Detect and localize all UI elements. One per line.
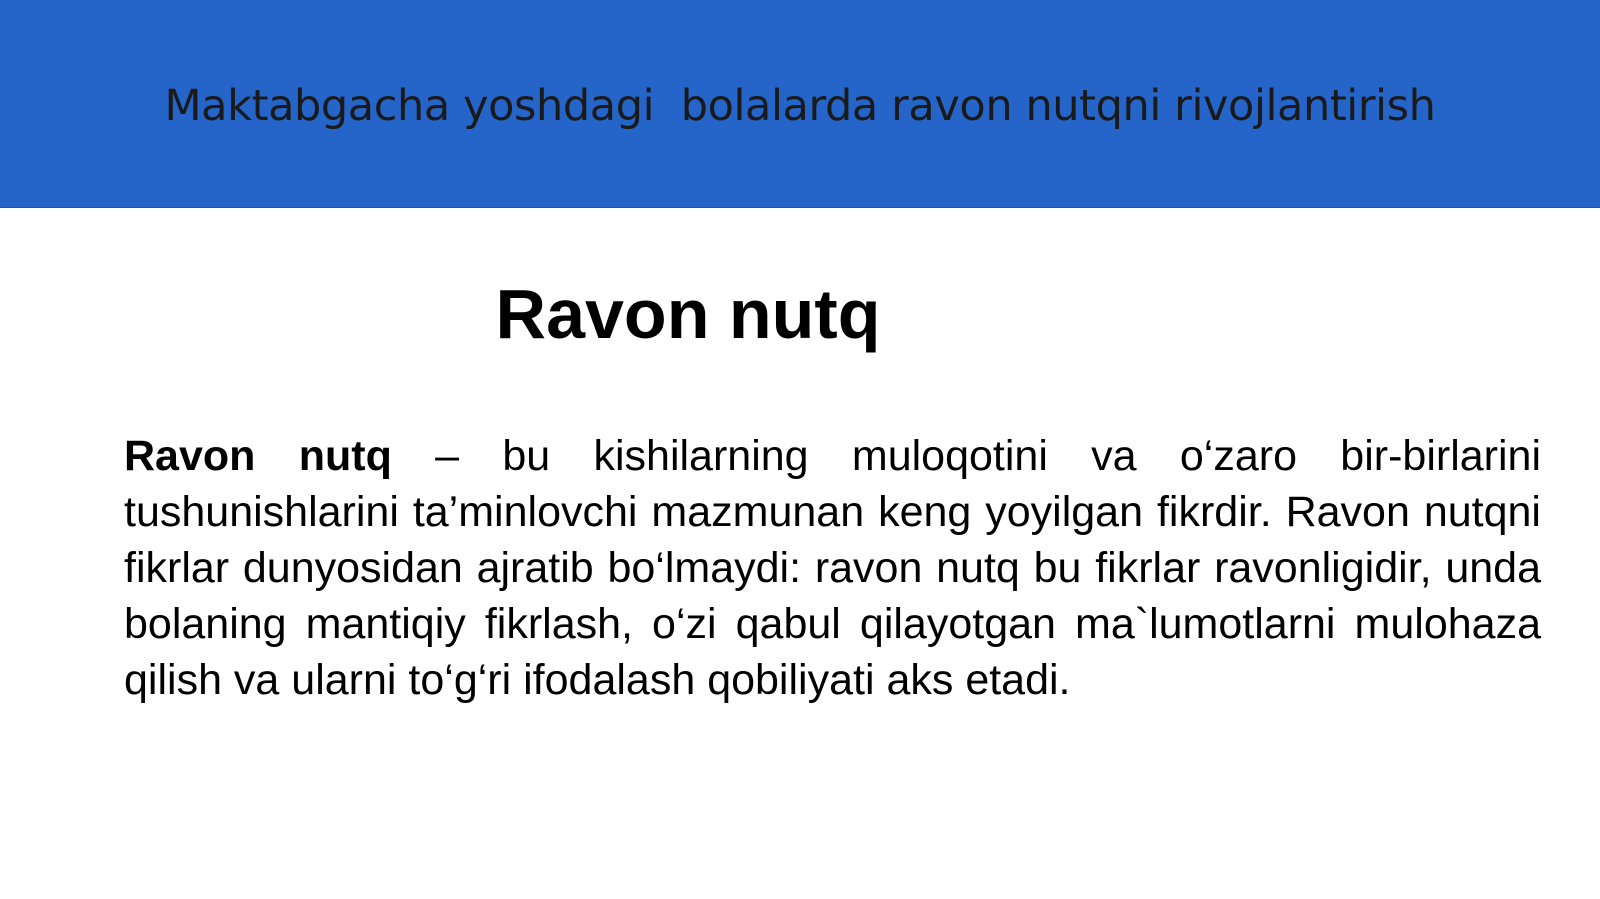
definition-paragraph bbox=[124, 428, 1541, 708]
slide-heading: Ravon nutq bbox=[495, 275, 881, 353]
definition-text: – bu kishilarning muloqotini va o‘zaro bir-birlarini tushunishlarini ta’minlovchi mazmunan keng yoyilgan fikrdir. Ravon nutqni fikrlar dunyosidan ajratib bo‘lmaydi: ravon nutq bu fikrlar ravonligidir, unda bolaning mantiqiy fikrlash, o‘zi qabul qilayotgan ma`lumotlarni mulohaza qilish va ularni to‘g‘ri ifodalash qobiliyati aks etadi. bbox=[124, 432, 1541, 704]
definition-term: Ravon nutq bbox=[124, 432, 392, 480]
header-title: Maktabgacha yoshdagi bolalarda ravon nutqni rivojlantirish bbox=[164, 81, 1436, 131]
header-band bbox=[0, 0, 1600, 208]
